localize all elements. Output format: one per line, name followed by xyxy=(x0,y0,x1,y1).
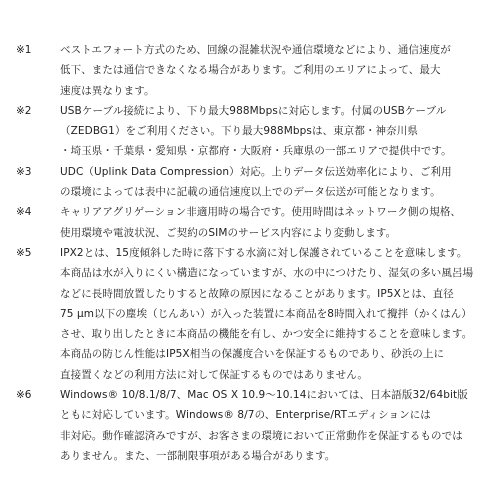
footnote-line: Windows® 10/8.1/8/7、Mac OS X 10.9～10.14においては、日本語版32/64bit版 xyxy=(60,389,468,402)
footnote-line: 速度は異なります。 xyxy=(60,84,155,97)
footnote-1 xyxy=(0,40,500,101)
footnote-line: USBケーブル接続により、下り最大988Mbpsに対応します。付属のUSBケーブル xyxy=(60,104,447,117)
footnote-line: IPX2とは、15度傾斜した時に落下する水滴に対し保護されていることを意味します。 xyxy=(60,246,468,259)
footnote-marker: ※5 xyxy=(16,246,32,259)
footnote-line: ベストエフォート方式のため、回線の混雑状況や通信環境などにより、通信速度が xyxy=(60,44,451,56)
footnote-line: 低下、または通信できなくなる場合があります。ご利用のエリアによって、最大 xyxy=(60,64,441,77)
footnote-line: の環境によっては表中に記載の通信速度以上でのデータ伝送が可能となります。 xyxy=(60,186,441,199)
footnote-line: ともに対応しています。Windows® 8/7の、Enterprise/RTエディションには xyxy=(60,409,431,422)
footnote-text xyxy=(60,202,492,243)
footnote-line: （ZEDBG1）をご利用ください。下り最大988Mbpsは、東京都・神奈川県 xyxy=(60,125,418,138)
footnote-marker: ※6 xyxy=(16,389,32,402)
footnote-line: 75 μm以下の塵埃（じんあい）が入った装置に本商品を8時間入れて攪拌（かくはん） xyxy=(60,307,472,320)
footnote-6 xyxy=(0,385,500,466)
footnote-line: 使用環境や電波状況、ご契約のSIMのサービス内容により変動します。 xyxy=(60,226,397,239)
footnote-line: UDC（Uplink Data Compression）対応。上りデータ伝送効率化により、ご利用 xyxy=(60,165,452,178)
footnote-marker: ※2 xyxy=(16,104,32,117)
footnote-marker: ※3 xyxy=(16,165,32,178)
footnote-line: キャリアアグリゲーション非適用時の場合です。使用時間はネットワーク側の規格、 xyxy=(60,206,462,219)
footnote-3 xyxy=(0,162,500,203)
footnote-line: 本商品は水が入りにくい構造になっていますが、水の中につけたり、湿気の多い風呂場 xyxy=(60,267,474,280)
footnote-marker: ※4 xyxy=(16,206,32,219)
footnote-line: ありません。また、一部制限事項がある場合があります。 xyxy=(60,449,336,462)
footnote-text xyxy=(60,162,492,203)
footnote-4 xyxy=(0,202,500,243)
footnote-line: などに長時間放置したりすると故障の原因になることがあります。IP5Xとは、直径 xyxy=(60,287,454,300)
footnote-line: 非対応。動作確認済みですが、お客さまの環境において正常動作を保証するものでは xyxy=(60,429,463,442)
footnote-2 xyxy=(0,101,500,162)
footnote-line: させ、取り出したときに本商品の機能を有し、かつ安全に維持することを意味します。 xyxy=(60,328,473,341)
footnotes-list xyxy=(0,40,500,466)
footnote-line: 本商品の防じん性能はIP5X相当の保護度合いを保証するものであり、砂浜の上に xyxy=(60,348,445,361)
footnote-text xyxy=(60,243,492,385)
footnote-5 xyxy=(0,243,500,385)
footnote-text xyxy=(60,385,492,466)
footnote-line: ・埼玉県・千葉県・愛知県・京都府・大阪府・兵庫県の一部エリアで提供中です。 xyxy=(60,145,452,158)
footnote-line: 直接置くなどの利用方法に対して保証するものではありません。 xyxy=(60,368,369,381)
footnote-marker: ※1 xyxy=(16,44,32,56)
footnote-text xyxy=(60,101,492,162)
footnote-text xyxy=(60,40,492,101)
